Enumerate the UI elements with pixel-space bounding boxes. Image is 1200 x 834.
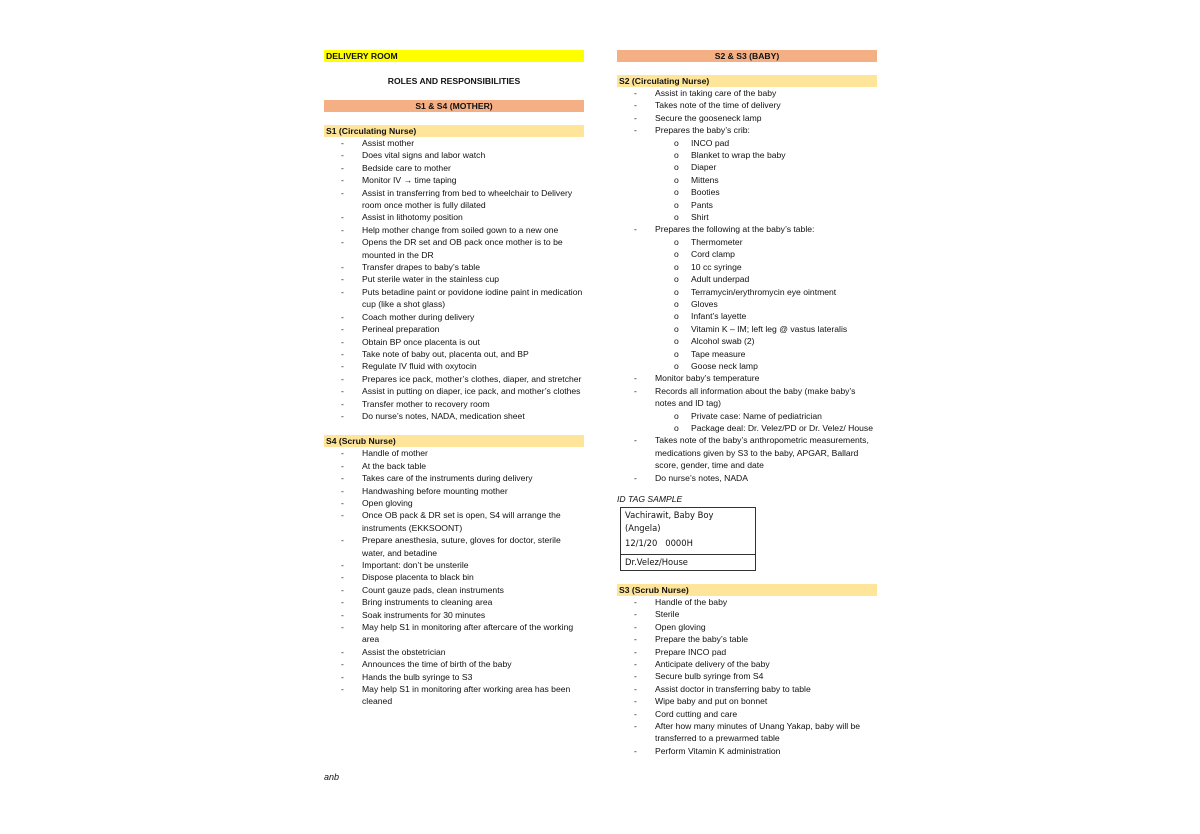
sub-list-item-text: Cord clamp: [691, 249, 735, 260]
list-item: [324, 460, 584, 472]
sub-list-item-text: Blanket to wrap the baby: [691, 150, 786, 161]
list-item-text: Transfer mother to recovery room: [362, 398, 490, 409]
list-item: [617, 434, 877, 471]
dash-marker: -: [341, 535, 344, 546]
list-item: [324, 236, 584, 261]
sub-list-item-text: Tape measure: [691, 348, 746, 359]
list-item: [617, 720, 877, 745]
dash-marker: -: [341, 348, 344, 359]
dash-marker: -: [341, 187, 344, 198]
sub-list-item-text: Thermometer: [691, 236, 743, 247]
circle-bullet-icon: o: [674, 336, 679, 347]
list-item-text: Secure the gooseneck lamp: [655, 112, 762, 123]
list-item-text: Sterile: [655, 609, 680, 620]
list-item-text: Open gloving: [362, 497, 413, 508]
list-item: [617, 683, 877, 695]
id-tag-sample: [620, 507, 756, 571]
sub-list-item-text: INCO pad: [691, 137, 730, 148]
dash-marker: -: [341, 597, 344, 608]
left-column: [324, 50, 584, 708]
sub-list-item-text: 10 cc syringe: [691, 261, 742, 272]
list-item-text: Does vital signs and labor watch: [362, 150, 486, 161]
mother-section-header: S1 & S4 (MOTHER): [324, 100, 584, 112]
list-item: [324, 162, 584, 174]
sub-list-item: [617, 273, 877, 285]
circle-bullet-icon: o: [674, 410, 679, 421]
dash-marker: -: [341, 448, 344, 459]
list-item: [617, 695, 877, 707]
list-item: [324, 472, 584, 484]
s2-list-b: [617, 434, 877, 484]
dash-marker: -: [634, 745, 637, 756]
list-item: [324, 286, 584, 311]
circle-bullet-icon: o: [674, 348, 679, 359]
list-item-text: Takes note of the baby’s anthropometric measurements, medications given by S3 to the baby, APGAR, Ballard score, gender, time and date: [655, 435, 869, 471]
list-item: [324, 646, 584, 658]
circle-bullet-icon: o: [674, 311, 679, 322]
list-item: [324, 447, 584, 459]
dash-marker: -: [634, 609, 637, 620]
list-item-text: May help S1 in monitoring after working area has been cleaned: [362, 684, 571, 707]
dash-marker: -: [341, 224, 344, 235]
delivery-room-header: DELIVERY ROOM: [324, 50, 584, 62]
list-item-text: Bedside care to mother: [362, 162, 451, 173]
dash-marker: -: [341, 162, 344, 173]
sub-list-item: [617, 161, 877, 173]
sub-list-item: [617, 174, 877, 186]
list-item: [617, 99, 877, 111]
baby-section-header: S2 & S3 (BABY): [617, 50, 877, 62]
list-item: [324, 683, 584, 708]
s4-list: [324, 447, 584, 708]
dash-marker: -: [341, 473, 344, 484]
sub-list-item: [617, 348, 877, 360]
crib-list: [617, 137, 877, 224]
list-item: [617, 223, 877, 235]
list-item: [617, 608, 877, 620]
list-item-text: Assist in taking care of the baby: [655, 88, 777, 98]
sub-list-item: [617, 186, 877, 198]
dash-marker: -: [341, 584, 344, 595]
dash-marker: -: [341, 572, 344, 583]
s3-list: [617, 596, 877, 757]
list-item: [324, 273, 584, 285]
dash-marker: -: [341, 336, 344, 347]
dash-marker: -: [341, 497, 344, 508]
circle-bullet-icon: o: [674, 298, 679, 309]
list-item-text: Assist doctor in transferring baby to table: [655, 683, 811, 694]
circle-bullet-icon: o: [674, 199, 679, 210]
sub-list-item-text: Adult underpad: [691, 274, 750, 285]
dash-marker: -: [634, 385, 637, 396]
sub-list-item: [617, 422, 877, 434]
list-item-text: Regulate IV fluid with oxytocin: [362, 361, 477, 372]
s2-list-records: [617, 372, 877, 409]
list-item-text: Secure bulb syringe from S4: [655, 671, 764, 682]
dash-marker: -: [341, 274, 344, 285]
sub-list-item: [617, 236, 877, 248]
list-item-text: Takes note of the time of delivery: [655, 100, 781, 111]
id-tag-title: ID TAG SAMPLE: [617, 494, 683, 504]
dash-marker: -: [634, 634, 637, 645]
sub-list-item: [617, 286, 877, 298]
list-item-text: Dispose placenta to black bin: [362, 572, 474, 583]
right-column: [617, 50, 877, 757]
list-item: [617, 124, 877, 136]
footer-initials: anb: [324, 772, 340, 782]
list-item-text: Do nurse’s notes, NADA, medication sheet: [362, 410, 525, 421]
sub-list-item-text: Alcohol swab (2): [691, 336, 755, 347]
list-item: [324, 224, 584, 236]
records-sub-list: [617, 410, 877, 435]
table-intro-text: Prepares the following at the baby’s table:: [655, 224, 815, 235]
dash-marker: -: [634, 597, 637, 607]
list-item: [617, 646, 877, 658]
dash-marker: -: [634, 125, 637, 136]
s3-heading: S3 (Scrub Nurse): [617, 584, 877, 596]
list-item-text: Puts betadine paint or povidone iodine paint in medication cup (like a shot glass): [362, 286, 583, 310]
s1-heading: S1 (Circulating Nurse): [324, 125, 584, 137]
list-item: [324, 509, 584, 534]
list-item: [617, 633, 877, 645]
circle-bullet-icon: o: [674, 174, 679, 185]
id-tag-name: Vachirawit, Baby Boy (Angela): [625, 510, 714, 533]
list-item-text: Anticipate delivery of the baby: [655, 659, 770, 670]
list-item: [617, 372, 877, 384]
dash-marker: -: [634, 659, 637, 670]
dash-marker: -: [341, 138, 344, 148]
circle-bullet-icon: o: [674, 212, 679, 223]
list-item-text: Prepare anesthesia, suture, gloves for doctor, sterile water, and betadine: [362, 535, 561, 558]
list-item: [617, 708, 877, 720]
list-item: [324, 658, 584, 670]
list-item: [324, 360, 584, 372]
circle-bullet-icon: o: [674, 249, 679, 260]
dash-marker: -: [341, 212, 344, 223]
dash-marker: -: [341, 485, 344, 496]
dash-marker: -: [634, 683, 637, 694]
list-item: [324, 261, 584, 273]
dash-marker: -: [341, 237, 344, 248]
list-item: [324, 621, 584, 646]
circle-bullet-icon: o: [674, 274, 679, 285]
list-item: [617, 596, 877, 608]
sub-list-item-text: Private case: Name of pediatrician: [691, 410, 822, 421]
baby-table-list: [617, 236, 877, 372]
list-item: [324, 596, 584, 608]
list-item-text: Assist the obstetrician: [362, 646, 446, 657]
dash-marker: -: [634, 88, 637, 98]
list-item-text: Prepare INCO pad: [655, 646, 727, 657]
list-item: [324, 398, 584, 410]
dash-marker: -: [341, 324, 344, 335]
circle-bullet-icon: o: [674, 360, 679, 371]
list-item-text: May help S1 in monitoring after aftercare of the working area: [362, 622, 574, 645]
s1-list: [324, 137, 584, 422]
list-item-text: Handle of the baby: [655, 597, 728, 607]
dash-marker: -: [341, 609, 344, 620]
list-item: [617, 670, 877, 682]
list-item-text: Soak instruments for 30 minutes: [362, 609, 486, 620]
dash-marker: -: [634, 224, 637, 235]
dash-marker: -: [341, 684, 344, 695]
circle-bullet-icon: o: [674, 187, 679, 198]
list-item-text: Prepares ice pack, mother’s clothes, diaper, and stretcher: [362, 373, 582, 384]
list-item-text: Assist mother: [362, 138, 415, 148]
list-item-text: Cord cutting and care: [655, 708, 738, 719]
page-title: ROLES AND RESPONSIBILITIES: [387, 76, 521, 86]
circle-bullet-icon: o: [674, 162, 679, 173]
dash-marker: -: [634, 435, 637, 446]
sub-list-item: [617, 149, 877, 161]
list-item-text: After how many minutes of Unang Yakap, baby will be transferred to a prewarmed table: [655, 721, 861, 744]
monitor-text: Monitor baby’s temperature: [655, 373, 760, 384]
list-item: [617, 621, 877, 633]
list-item-text: Assist in transferring from bed to wheelchair to Delivery room once mother is fully dilated: [362, 187, 573, 211]
list-item: [324, 571, 584, 583]
list-item-text: Perineal preparation: [362, 324, 440, 335]
list-item: [324, 410, 584, 422]
circle-bullet-icon: o: [674, 137, 679, 148]
sub-list-item-text: Mittens: [691, 174, 719, 185]
sub-list-item: [617, 261, 877, 273]
sub-list-item-text: Goose neck lamp: [691, 360, 758, 371]
list-item: [324, 187, 584, 212]
list-item: [617, 112, 877, 124]
list-item: [324, 174, 584, 186]
sub-list-item-text: Infant’s layette: [691, 311, 747, 322]
list-item-text: Monitor IV → time taping: [362, 175, 457, 186]
list-item: [324, 373, 584, 385]
dash-marker: -: [634, 646, 637, 657]
list-item-text: At the back table: [362, 460, 427, 471]
list-item: [324, 385, 584, 397]
dash-marker: -: [341, 386, 344, 397]
list-item-text: Count gauze pads, clean instruments: [362, 584, 504, 595]
s2-heading: S2 (Circulating Nurse): [617, 75, 877, 87]
list-item-text: Prepare the baby’s table: [655, 634, 749, 645]
list-item: [617, 385, 877, 410]
sub-list-item-text: Vitamin K – IM; left leg @ vastus lateralis: [691, 323, 848, 334]
dash-marker: -: [634, 708, 637, 719]
sub-list-item: [617, 199, 877, 211]
dash-marker: -: [341, 560, 344, 570]
list-item-text: Assist in lithotomy position: [362, 212, 463, 223]
id-tag-datetime: 12/1/20 0000H: [621, 536, 755, 555]
list-item: [324, 336, 584, 348]
id-tag-doctor: Dr.Velez/House: [625, 557, 688, 567]
circle-bullet-icon: o: [674, 261, 679, 272]
sub-list-item: [617, 323, 877, 335]
dash-marker: -: [341, 460, 344, 471]
list-item: [617, 87, 877, 99]
list-item: [324, 211, 584, 223]
sub-list-item-text: Terramycin/erythromycin eye ointment: [691, 286, 837, 297]
list-item: [324, 534, 584, 559]
list-item: [617, 472, 877, 484]
sub-list-item-text: Gloves: [691, 298, 718, 309]
dash-marker: -: [341, 286, 344, 297]
dash-marker: -: [634, 472, 637, 483]
list-item: [324, 323, 584, 335]
dash-marker: -: [341, 175, 344, 186]
list-item-text: Open gloving: [655, 621, 706, 632]
dash-marker: -: [341, 262, 344, 273]
dash-marker: -: [634, 721, 637, 732]
s4-heading: S4 (Scrub Nurse): [324, 435, 584, 447]
list-item-text: Help mother change from soiled gown to a new one: [362, 224, 559, 235]
list-item-text: Assist in putting on diaper, ice pack, and mother’s clothes: [362, 386, 581, 397]
sub-list-item: [617, 360, 877, 372]
dash-marker: -: [341, 311, 344, 322]
dash-marker: -: [341, 150, 344, 161]
list-item-text: Once OB pack & DR set is open, S4 will arrange the instruments (EKKSOONT): [362, 510, 561, 533]
circle-bullet-icon: o: [674, 422, 679, 433]
list-item: [324, 311, 584, 323]
sub-list-item-text: Diaper: [691, 162, 717, 173]
list-item: [324, 671, 584, 683]
dash-marker: -: [634, 671, 637, 682]
sub-list-item: [617, 335, 877, 347]
list-item: [324, 485, 584, 497]
sub-list-item-text: Pants: [691, 199, 713, 210]
list-item: [617, 745, 877, 757]
list-item: [324, 497, 584, 509]
dash-marker: -: [341, 671, 344, 682]
list-item-text: Coach mother during delivery: [362, 311, 475, 322]
sub-list-item: [617, 248, 877, 260]
circle-bullet-icon: o: [674, 150, 679, 161]
sub-list-item: [617, 211, 877, 223]
list-item-text: Opens the DR set and OB pack once mother is to be mounted in the DR: [362, 237, 563, 260]
dash-marker: -: [341, 410, 344, 421]
dash-marker: -: [341, 659, 344, 670]
list-item-text: Important: don’t be unsterile: [362, 560, 469, 570]
sub-list-item: [617, 137, 877, 149]
list-item-text: Obtain BP once placenta is out: [362, 336, 480, 347]
list-item-text: Handle of mother: [362, 448, 428, 459]
list-item-text: Perform Vitamin K administration: [655, 745, 781, 756]
s2-table-intro-list: [617, 223, 877, 235]
dash-marker: -: [341, 646, 344, 657]
list-item-text: Take note of baby out, placenta out, and BP: [362, 348, 529, 359]
sub-list-item: [617, 298, 877, 310]
list-item: [324, 137, 584, 149]
dash-marker: -: [634, 373, 637, 384]
list-item-text: Takes care of the instruments during delivery: [362, 473, 533, 484]
sub-list-item-text: Booties: [691, 187, 720, 198]
s2-list-a: [617, 87, 877, 137]
list-item: [324, 149, 584, 161]
dash-marker: -: [341, 398, 344, 409]
list-item: [324, 609, 584, 621]
circle-bullet-icon: o: [674, 236, 679, 247]
list-item-text: Do nurse’s notes, NADA: [655, 472, 748, 483]
sub-list-item-text: Shirt: [691, 212, 709, 223]
records-text: Records all information about the baby (make baby’s notes and ID tag): [655, 385, 856, 409]
sub-list-item: [617, 310, 877, 322]
sub-list-item: [617, 410, 877, 422]
list-item-text: Wipe baby and put on bonnet: [655, 696, 768, 707]
dash-marker: -: [341, 622, 344, 633]
list-item-text: Prepares the baby’s crib:: [655, 125, 750, 136]
list-item-text: Handwashing before mounting mother: [362, 485, 508, 496]
list-item: [617, 658, 877, 670]
list-item: [324, 348, 584, 360]
circle-bullet-icon: o: [674, 286, 679, 297]
dash-marker: -: [341, 361, 344, 372]
dash-marker: -: [341, 373, 344, 384]
list-item-text: Put sterile water in the stainless cup: [362, 274, 500, 285]
sub-list-item-text: Package deal: Dr. Velez/PD or Dr. Velez/ House: [691, 422, 873, 433]
dash-marker: -: [634, 112, 637, 123]
dash-marker: -: [634, 621, 637, 632]
list-item: [324, 584, 584, 596]
dash-marker: -: [634, 100, 637, 111]
list-item: [324, 559, 584, 571]
list-item-text: Hands the bulb syringe to S3: [362, 671, 473, 682]
circle-bullet-icon: o: [674, 323, 679, 334]
list-item-text: Bring instruments to cleaning area: [362, 597, 493, 608]
list-item-text: Announces the time of birth of the baby: [362, 659, 512, 670]
dash-marker: -: [634, 696, 637, 707]
dash-marker: -: [341, 510, 344, 521]
list-item-text: Transfer drapes to baby’s table: [362, 262, 480, 273]
